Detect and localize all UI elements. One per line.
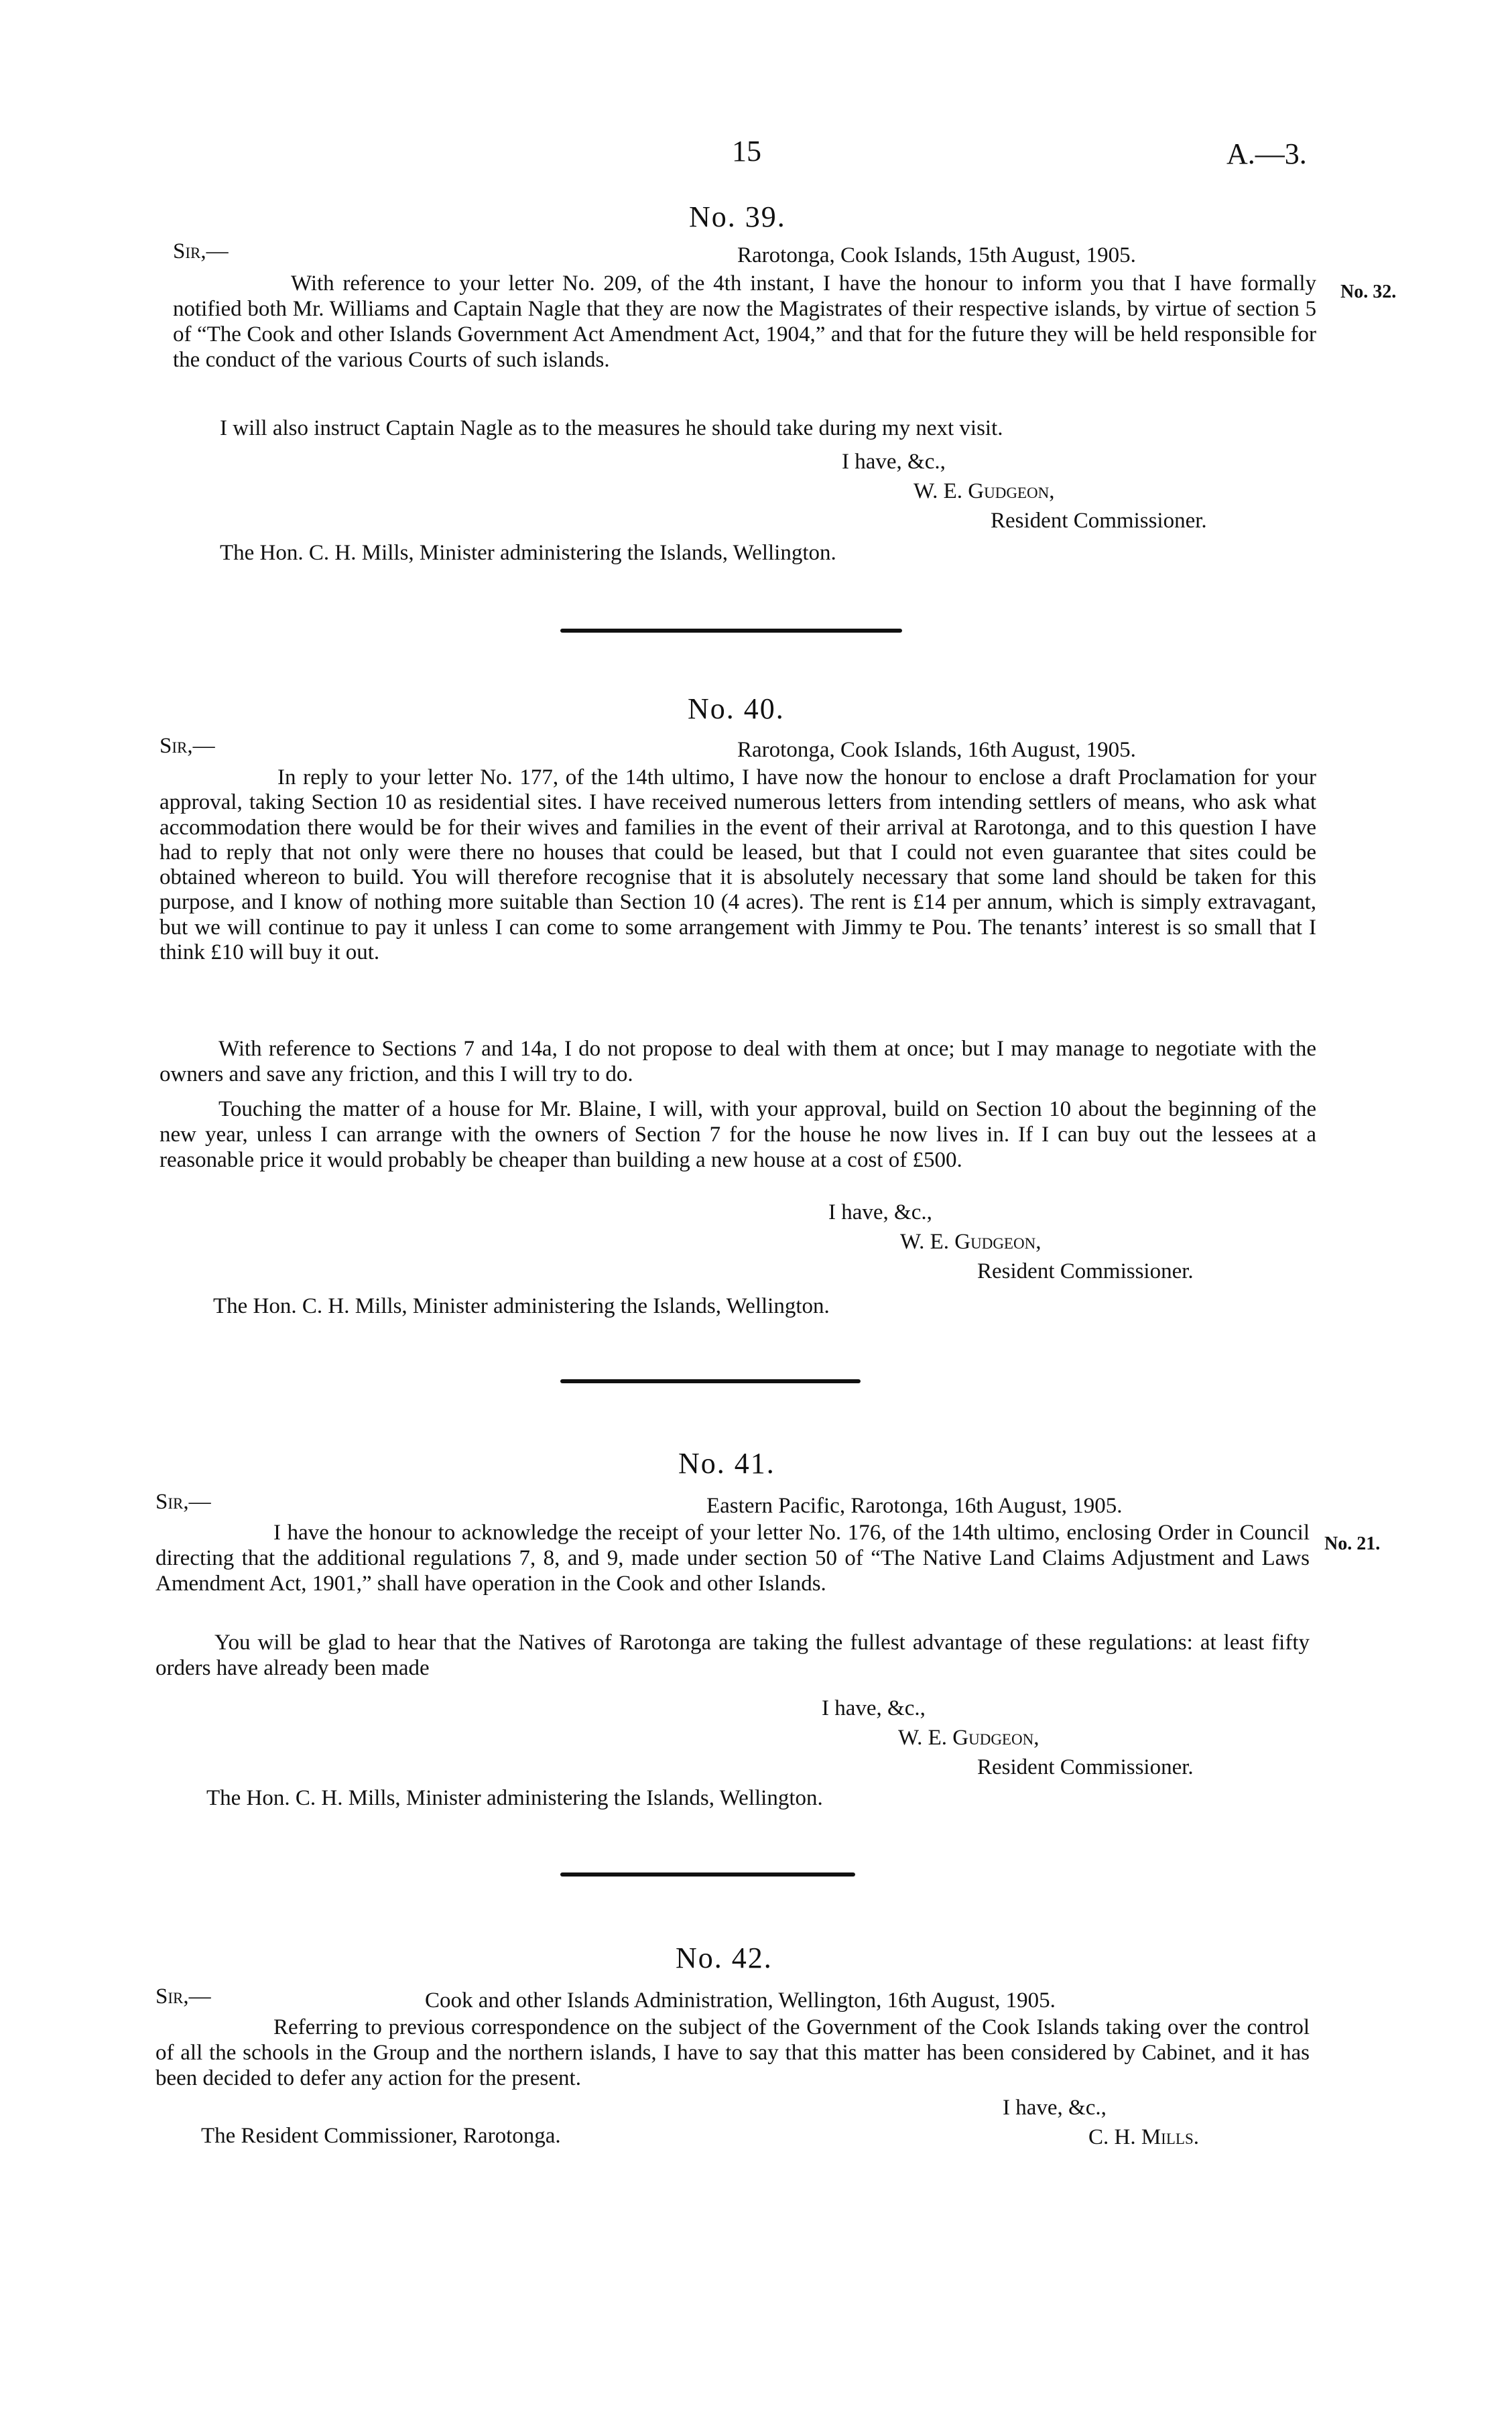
letter-41-title: No. 41. <box>678 1447 775 1480</box>
letter-40-paragraph-2: With reference to Sections 7 and 14a, I do not propose to deal with them at once; but I may manage to negotiate with the owners and save any friction, and this I will try to do. <box>160 1037 1316 1086</box>
letter-39-position: Resident Commissioner. <box>991 509 1207 533</box>
letter-40-closing: I have, &c., <box>828 1200 932 1224</box>
letter-41-place-date: Eastern Pacific, Rarotonga, 16th August, 1905. <box>706 1494 1123 1518</box>
letter-41-position: Resident Commissioner. <box>977 1755 1194 1779</box>
letter-42-place-date: Cook and other Islands Administration, Wellington, 16th August, 1905. <box>425 1988 1056 2013</box>
letter-42-title: No. 42. <box>676 1942 773 1974</box>
letter-42-closing: I have, &c., <box>1003 2096 1107 2120</box>
letter-42-addressee: The Resident Commissioner, Rarotonga. <box>201 2124 561 2148</box>
letter-41-margin-reference: No. 21. <box>1324 1533 1381 1554</box>
letter-39-signature: W. E. Gudgeon, <box>914 479 1055 503</box>
letter-42-signature: C. H. Mills. <box>1088 2125 1199 2149</box>
letter-40-paragraph-3: Touching the matter of a house for Mr. Blaine, I will, with your approval, build on Section 10 about the beginning of the new year, unless I can arrange with the owners of Section 7 for the house he now lives in. If I can buy out the lessees at a reasonable price it would probably be cheaper than building a new house at a cost of £500. <box>160 1097 1316 1172</box>
letter-39-paragraph-1: With reference to your letter No. 209, of the 4th instant, I have the honour to inform you that I have formally notified both Mr. Williams and Captain Nagle that they are now the Magistrates of their respective islands, by virtue of section 5 of “The Cook and other Islands Government Act Amendment Act, 1904,” and that for the future they will be held responsible for the conduct of the various Courts of such islands. <box>173 271 1316 372</box>
letter-39-salutation: Sir,— <box>173 239 229 263</box>
section-divider <box>560 629 902 633</box>
letter-41-closing: I have, &c., <box>822 1696 926 1720</box>
letter-41-paragraph-2: You will be glad to hear that the Natives of Rarotonga are taking the fullest advantage of these regulations: at least fifty orders have already been made <box>155 1631 1310 1680</box>
letter-41-addressee: The Hon. C. H. Mills, Minister administering the Islands, Wellington. <box>206 1786 823 1810</box>
letter-39-title: No. 39. <box>689 200 786 233</box>
letter-41-salutation: Sir,— <box>155 1490 211 1514</box>
letter-41-paragraph-1: I have the honour to acknowledge the receipt of your letter No. 176, of the 14th ultimo, enclosing Order in Council directing that the additional regulations 7, 8, and 9, made under section 50 of “The Native Land Claims Adjustment and Laws Amendment Act, 1901,” shall have operation in the Cook and other Islands. <box>155 1521 1310 1596</box>
letter-39-closing: I have, &c., <box>842 450 946 474</box>
letter-42-paragraph-1: Referring to previous correspondence on the subject of the Government of the Cook Islands taking over the control of all the schools in the Group and the northern islands, I have to say that this matter has been considered by Cabinet, and it has been decided to defer any action for the present. <box>155 2015 1310 2090</box>
letter-40-paragraph-1: In reply to your letter No. 177, of the 14th ultimo, I have now the honour to enclose a draft Proclamation for your approval, taking Section 10 as residential sites. I have received numerous letters from intending settlers of means, who ask what accommodation there would be for their wives and families in the event of their arrival at Rarotonga, and to this question I have had to reply that not only were there no houses that could be leased, but that I could not even guarantee that sites could be obtained whereon to build. You will therefore recognise that it is absolutely necessary that some land should be taken for this purpose, and I know of nothing more suitable than Section 10 (4 acres). The rent is £14 per annum, which is simply extravagant, but we will continue to pay it unless I can come to some arrangement with Jimmy te Pou. The tenants’ interest is so small that I think £10 will buy it out. <box>160 765 1316 965</box>
page-number: 15 <box>732 135 761 168</box>
letter-39-place-date: Rarotonga, Cook Islands, 15th August, 1905. <box>737 243 1136 267</box>
letter-40-salutation: Sir,— <box>160 734 215 758</box>
letter-40-addressee: The Hon. C. H. Mills, Minister administering the Islands, Wellington. <box>213 1294 830 1318</box>
letter-40-signature: W. E. Gudgeon, <box>900 1230 1042 1254</box>
letter-39-addressee: The Hon. C. H. Mills, Minister administering the Islands, Wellington. <box>220 541 836 565</box>
letter-41-signature: W. E. Gudgeon, <box>898 1726 1040 1750</box>
letter-40-position: Resident Commissioner. <box>977 1259 1194 1283</box>
letter-42-salutation: Sir,— <box>155 1984 211 2009</box>
letter-39-paragraph-2: I will also instruct Captain Nagle as to the measures he should take during my next visit. <box>220 416 1003 440</box>
letter-40-place-date: Rarotonga, Cook Islands, 16th August, 1905. <box>737 738 1136 762</box>
document-reference: A.—3. <box>1226 137 1307 170</box>
section-divider <box>560 1872 855 1877</box>
letter-39-margin-reference: No. 32. <box>1340 281 1397 302</box>
letter-40-title: No. 40. <box>688 692 785 725</box>
section-divider <box>560 1379 861 1383</box>
